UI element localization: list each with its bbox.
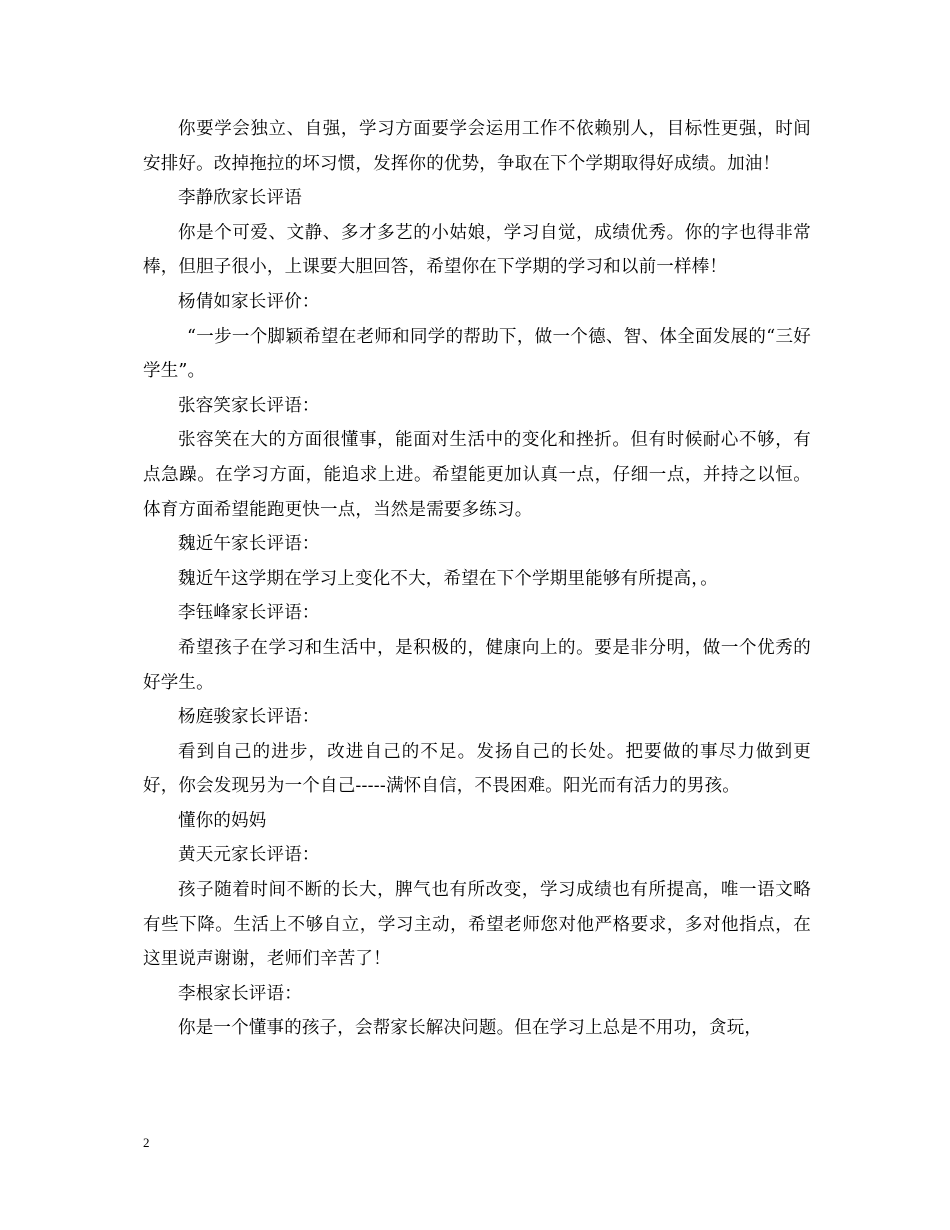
paragraph-heading: 李钰峰家长评语：	[178, 603, 320, 624]
page-number: 2	[143, 1135, 150, 1150]
paragraph: 孩子随着时间不断的长大，脾气也有所改变，学习成绩也有所提高，唯一语文略有些下降。生活上不够自立，学习主动，希望老师您对他严格要求，多对他指点，在这里说声谢谢，老师们辛苦了！	[143, 880, 811, 970]
paragraph-heading: 杨倩如家长评价：	[178, 291, 320, 312]
paragraph: 你要学会独立、自强，学习方面要学会运用工作不依赖别人，目标性更强，时间安排好。改掉拖拉的坏习惯，发挥你的优势，争取在下个学期取得好成绩。加油！	[143, 119, 811, 174]
paragraph: 你是一个懂事的孩子，会帮家长解决问题。但在学习上总是不用功，贪玩，	[178, 1018, 763, 1039]
paragraph-heading: 黄天元家长评语：	[178, 845, 320, 866]
paragraph: 希望孩子在学习和生活中，是积极的，健康向上的。要是非分明，做一个优秀的好学生。	[143, 637, 811, 693]
paragraph-heading: 魏近午家长评语：	[178, 534, 320, 555]
paragraph: 魏近午这学期在学习上变化不大，希望在下个学期里能够有所提高，。	[178, 568, 718, 589]
paragraph-heading: 杨庭骏家长评语：	[178, 707, 320, 728]
paragraph-heading: 张容笑家长评语：	[178, 395, 320, 416]
paragraph: “一步一个脚颖希望在老师和同学的帮助下，做一个德、智、体全面发展的“三好学生”。	[143, 326, 811, 382]
paragraph: 张容笑在大的方面很懂事，能面对生活中的变化和挫折。但有时候耐心不够，有点急躁。在学习方面，能追求上进。希望能更加认真一点，仔细一点，并持之以恒。体育方面希望能跑更快一点，当然是需要多练习。	[143, 430, 811, 520]
paragraph-heading: 李根家长评语：	[178, 983, 302, 1004]
paragraph: 看到自己的进步，改进自己的不足。发扬自己的长处。把要做的事尽力做到更好，你会发现另为一个自己-----满怀自信，不畏困难。阳光而有活力的男孩。	[143, 741, 811, 797]
paragraph-signature: 懂你的妈妈	[178, 810, 267, 831]
document-body	[143, 112, 811, 1046]
paragraph: 你是个可爱、文静、多才多艺的小姑娘，学习自觉，成绩优秀。你的字也得非常棒，但胆子很小，上课要大胆回答，希望你在下学期的学习和以前一样棒！	[143, 222, 811, 278]
paragraph-heading: 李静欣家长评语	[178, 188, 302, 209]
